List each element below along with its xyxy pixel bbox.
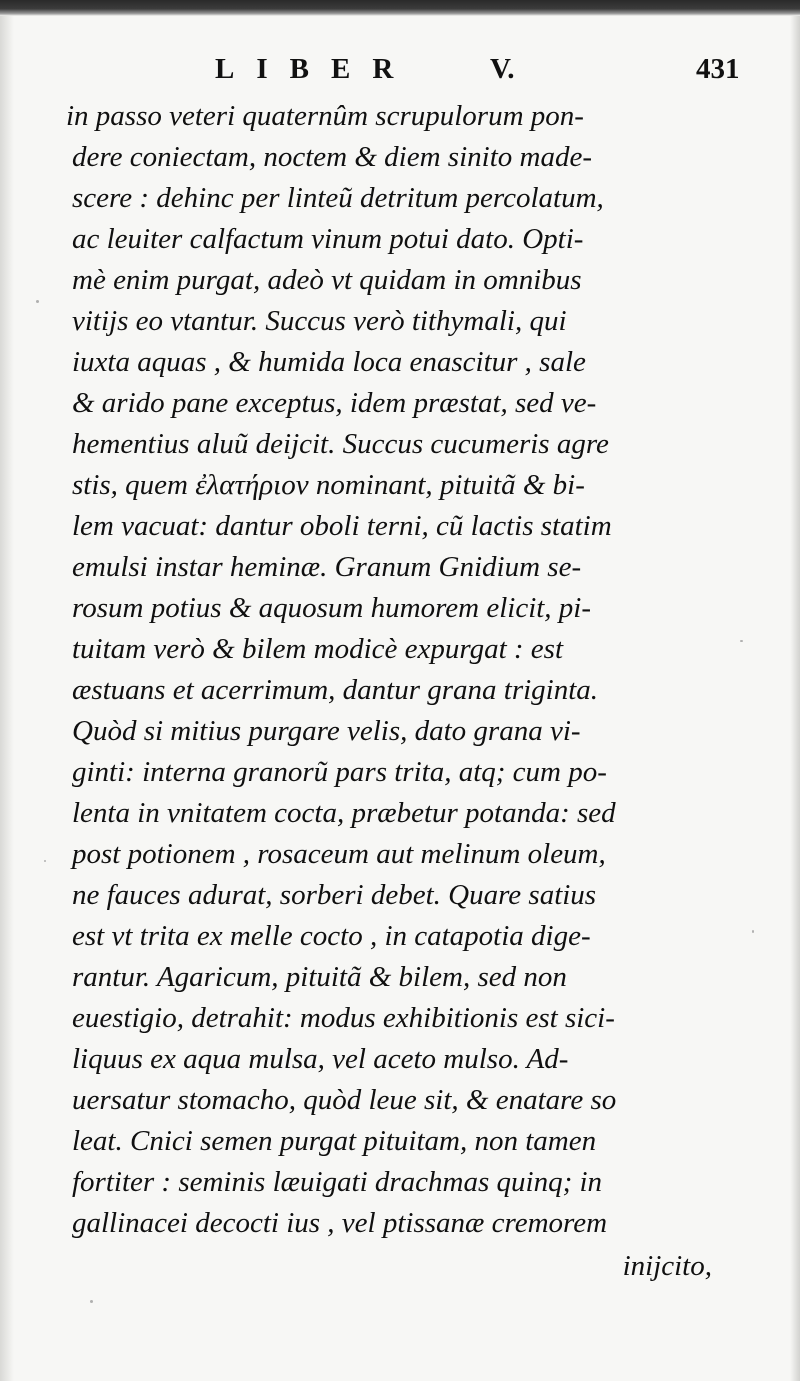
text-line: stis, quem ἐλατήριον nominant, pituitã & bi-: [72, 469, 585, 501]
text-line: æstuans et acerrimum, dantur grana triginta.: [72, 674, 599, 706]
text-line: est vt trita ex melle cocto , in catapotia dige-: [72, 920, 591, 952]
text-line: fortiter : seminis læuigati drachmas quinq; in: [72, 1166, 603, 1198]
book-number: V.: [490, 53, 515, 85]
scan-left-shadow: [0, 16, 14, 1381]
text-line: dere coniectam, noctem & diem sinito made-: [72, 141, 592, 173]
text-line: gallinacei decocti ius , vel ptissanæ cremorem: [72, 1207, 608, 1239]
page-number: 431: [696, 53, 740, 85]
text-line: mè enim purgat, adeò vt quidam in omnibus: [72, 264, 582, 296]
text-line: ac leuiter calfactum vinum potui dato. Opti-: [72, 223, 584, 255]
text-line: ginti: interna granorũ pars trita, atq; cum po-: [72, 756, 607, 788]
text-line: euestigio, detrahit: modus exhibitionis est sici-: [72, 1002, 615, 1034]
text-line: & arido pane exceptus, idem præstat, sed ve-: [72, 387, 597, 419]
text-line: scere : dehinc per linteũ detritum percolatum,: [72, 182, 604, 214]
text-line: hementius aluũ deijcit. Succus cucumeris agre: [72, 428, 609, 460]
text-line: rosum potius & aquosum humorem elicit, pi-: [72, 592, 592, 624]
running-title: LIBER: [215, 53, 416, 85]
scan-speck: [36, 300, 39, 303]
catchword: inijcito,: [622, 1250, 712, 1282]
scan-right-edge: [790, 16, 800, 1381]
text-line: lenta in vnitatem cocta, præbetur potanda: sed: [72, 797, 616, 829]
scan-speck: [752, 930, 754, 933]
running-head: [0, 50, 800, 90]
scan-speck: [44, 860, 46, 862]
scan-speck: [740, 640, 743, 642]
text-line: post potionem , rosaceum aut melinum oleum,: [72, 838, 606, 870]
text-line: tuitam verò & bilem modicè expurgat : est: [72, 633, 564, 665]
text-line: uersatur stomacho, quòd leue sit, & enatare so: [72, 1084, 617, 1116]
text-line: liquus ex aqua mulsa, vel aceto mulso. Ad-: [72, 1043, 569, 1075]
scan-speck: [90, 1300, 93, 1303]
text-line: vitijs eo vtantur. Succus verò tithymali, qui: [72, 305, 567, 337]
text-line: rantur. Agaricum, pituitã & bilem, sed non: [72, 961, 567, 993]
text-line: in passo veteri quaternûm scrupulorum pon-: [66, 100, 584, 132]
text-line: iuxta aquas , & humida loca enascitur , sale: [72, 346, 586, 378]
scan-top-edge: [0, 0, 800, 16]
text-line: leat. Cnici semen purgat pituitam, non tamen: [72, 1125, 597, 1157]
text-line: lem vacuat: dantur oboli terni, cũ lactis statim: [72, 510, 612, 542]
text-line: Quòd si mitius purgare velis, dato grana vi-: [72, 715, 581, 747]
text-line: ne fauces adurat, sorberi debet. Quare satius: [72, 879, 597, 911]
text-line: emulsi instar heminæ. Granum Gnidium se-: [72, 551, 582, 583]
